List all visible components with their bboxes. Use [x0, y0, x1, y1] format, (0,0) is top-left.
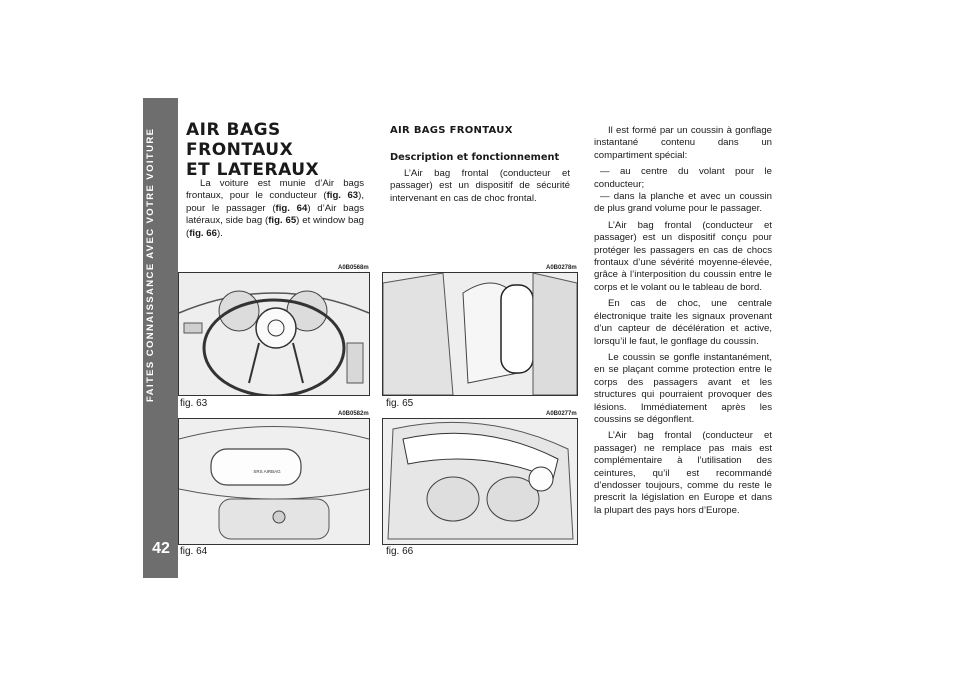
- section-subheading: Description et fonctionnement: [390, 152, 560, 163]
- figure-passenger-airbag: [178, 418, 370, 545]
- page-title: [186, 120, 376, 180]
- srs-airbag-marking: SRS AIRBAG: [253, 469, 281, 474]
- intro-text: ) et window bag (: [186, 215, 364, 239]
- title-line-2: ET LATERAUX: [186, 160, 320, 180]
- figure-label: fig. 65: [386, 398, 414, 409]
- figure-label: fig. 64: [180, 546, 208, 557]
- description-paragraph: [390, 168, 570, 205]
- fig-ref: fig. 66: [189, 227, 217, 239]
- paragraph: L’Air bag frontal (conducteur et passager) ne remplace pas mais est complémentaire à l’utilisation des ceintures, qu’il est recommandé d’endosser toujours, comme du reste le prescrit la législation en Europe et dans la plupart des pays hors d’Europe.: [594, 430, 772, 516]
- paragraph: Le coussin se gonfle instantanément, en se plaçant comme protection entre le corps des passagers avant et les structures qui pourraient provoquer des lésions. Immédiatement après les coussins se dégonflent.: [594, 351, 772, 425]
- body-column-3: [594, 125, 772, 521]
- section-heading: AIR BAGS FRONTAUX: [390, 125, 513, 136]
- paragraph: L’Air bag frontal (conducteur et passager) est un dispositif conçu pour protéger les passagers en cas de chocs frontaux d’une sévérité moyenne-élevée, grâce à l’interposition du coussin entre le corps et le volant ou le tableau de bord.: [594, 219, 772, 293]
- intro-text: ) d’Air bags latéraux, side bag (: [186, 202, 364, 227]
- paragraph: En cas de choc, une centrale électronique traite les signaux provenant d’un capteur de décélération et active, lorsqu’il le faut, le gonflage du coussin.: [594, 298, 772, 347]
- figure-label: fig. 63: [180, 398, 208, 409]
- figure-label: fig. 66: [386, 546, 414, 557]
- intro-paragraph: [186, 178, 364, 240]
- figure-steering-wheel-airbag: [178, 272, 370, 396]
- section-title: FAITES CONNAISSANCE AVEC VOTRE VOITURE: [145, 127, 156, 403]
- paragraph: L’Air bag frontal (conducteur et passager) est un dispositif de sécurité intervenant en cas de choc frontal.: [390, 168, 570, 204]
- title-line-1: AIR BAGS FRONTAUX: [186, 120, 294, 160]
- paragraph: Il est formé par un coussin à gonflage instantané contenu dans un compartiment spécial:: [594, 125, 772, 161]
- figure-side-airbag: [382, 272, 578, 396]
- figure-code: A0B0277m: [546, 411, 577, 417]
- figure-code: A0B0568m: [338, 265, 369, 271]
- fig-ref: fig. 65: [268, 215, 297, 227]
- intro-text: La voiture est munie d’Air bags frontaux, pour le conducteur (: [186, 178, 364, 202]
- figure-code: A0B0582m: [338, 411, 369, 417]
- figure-window-airbag: [382, 418, 578, 545]
- fig-ref: fig. 64: [275, 202, 308, 214]
- fig-ref: fig. 63: [326, 190, 359, 202]
- list-item: — au centre du volant pour le conducteur;: [594, 166, 772, 190]
- intro-text: ).: [216, 227, 223, 239]
- intro-text: ), pour le passager (: [186, 190, 364, 214]
- figure-code: A0B0278m: [546, 265, 577, 271]
- list-item: — dans la planche et avec un coussin de plus grand volume pour le passager.: [594, 191, 772, 215]
- page-number: 42: [152, 540, 170, 557]
